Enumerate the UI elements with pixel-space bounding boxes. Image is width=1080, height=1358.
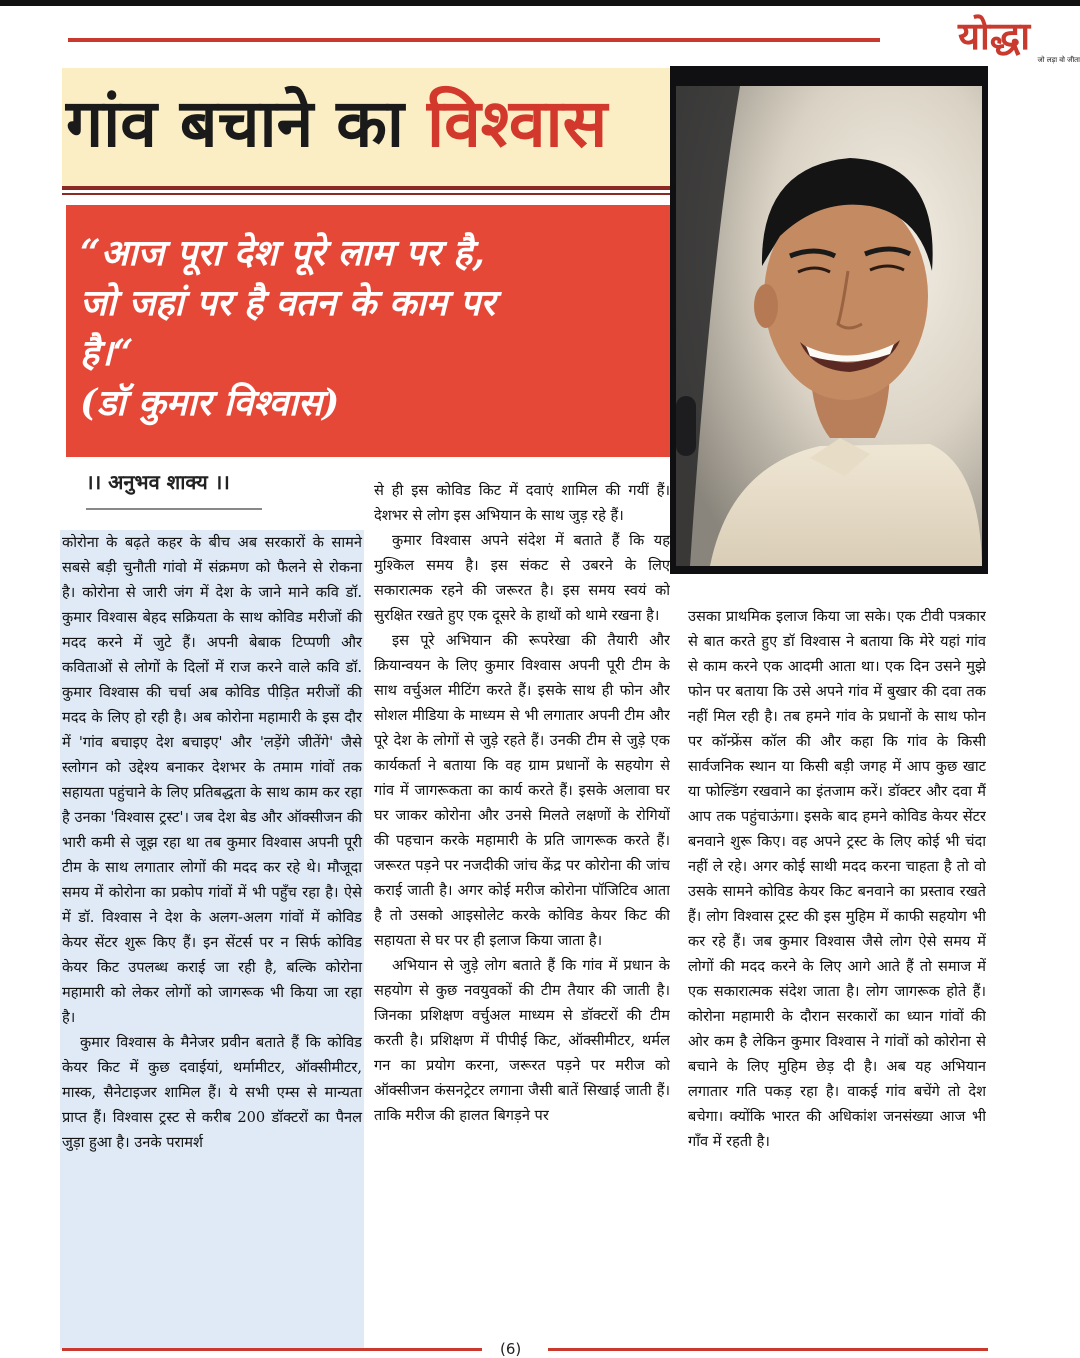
article-column-2 xyxy=(374,478,670,1350)
byline: ।। अनुभव शाक्य ।। xyxy=(86,470,230,494)
article-column-1 xyxy=(60,530,364,1350)
col1-paragraph: कुमार विश्वास के मैनेजर प्रवीन बताते हैं कि कोविड केयर किट में कुछ दवाईयां, थर्मामीटर, ऑक्सीमीटर, मास्क, सैनेटाइजर शामिल हैं। ये सभी एम्स से मान्यता प्राप्त हैं। विश्वास ट्रस्ट से करीब 200 डॉक्टरों का पैनल जुड़ा हुआ है। उनके परामर्श xyxy=(62,1034,362,1151)
headline-part1: गांव बचाने का xyxy=(66,85,405,162)
col1-paragraph: कोरोना के बढ़ते कहर के बीच अब सरकारों के सामने सबसे बड़ी चुनौती गांवो में संक्रमण को फैलने से रोकना है। कोरोना से जारी जंग में देश के जाने माने कवि डॉ. कुमार विश्वास बेहद सक्रियता के साथ कोविड मरीजों की मदद करने में जुटे हैं। अपनी बेबाक टिप्पणी और कविताओं से लोगों के दिलों में राज करने वाले कवि डॉ. कुमार विश्वास की चर्चा अब कोविड पीड़ित मरीजों की मदद के लिए हो रही है। अब कोरोना महामारी के इस दौर में 'गांव बचाइए देश बचाइए' और 'लड़ेंगे जीतेंगे' जैसे स्लोगन को उद्देश्य बनाकर देशभर के तमाम गांवों तक सहायता पहुंचाने के लिए प्रतिबद्धता के साथ काम कर रहा है उनका 'विश्वास ट्रस्ट'। जब देश बेड और ऑक्सीजन की भारी कमी से जूझ रहा था तब कुमार विश्वास अपनी पूरी टीम के साथ लगातार लोगों की मदद कर रहे थे। मौजूदा समय में कोरोना का प्रकोप गांवों में भी पहुँच रहा है। ऐसे में डॉ. विश्वास ने देश के अलग-अलग गांवों में कोविड केयर सेंटर शुरू किए हैं। इन सेंटर्स पर न सिर्फ कोविड केयर किट उपलब्ध कराई जा रही है, बल्कि कोरोना महामारी को लेकर लोगों को जागरूक भी किया जा रहा है। xyxy=(62,534,362,1026)
col2-paragraph: कुमार विश्वास अपने संदेश में बताते हैं कि यह मुश्किल समय है। इस संकट से उबरने के लिए सकारात्मक रहने की जरूरत है। इस समय स्वयं को सुरक्षित रखते हुए एक दूसरे के हाथों को थामे रखना है। xyxy=(374,532,670,624)
top-border xyxy=(0,0,1080,6)
masthead-logo xyxy=(958,14,1080,74)
col2-paragraph: अभियान से जुड़े लोग बताते हैं कि गांव में प्रधान के सहयोग से कुछ नवयुवकों की टीम तैयार की जाती है। जिनका प्रशिक्षण वर्चुअल माध्यम से डॉक्टरों की टीम करती है। प्रशिक्षण में पीपीई किट, ऑक्सीमीटर, थर्मल गन का प्रयोग करना, जरूरत पड़ने पर मरीज को ऑक्सीजन कंसनट्रेटर लगाना जैसी बातें सिखाई जाती हैं। ताकि मरीज की हालत बिगड़ने पर xyxy=(374,957,670,1124)
article-column-3 xyxy=(688,604,986,1350)
pull-quote xyxy=(80,228,670,428)
quote-author: (डॉ कुमार विश्वास) xyxy=(80,382,340,424)
col2-paragraph: से ही इस कोविड किट में दवाएं शामिल की गयीं हैं। देशभर से लोग इस अभियान के साथ जुड़ रहे हैं। xyxy=(374,482,670,524)
col3-paragraph: उसका प्राथमिक इलाज किया जा सके। एक टीवी पत्रकार से बात करते हुए डॉ विश्वास ने बताया कि मेरे यहां गांव से काम करने एक आदमी आता था। एक दिन उसने मुझे फोन पर बताया कि उसे अपने गांव में बुखार की दवा तक नहीं मिल रही है। तब हमने गांव के प्रधानों के साथ फोन पर कॉन्फ्रेंस कॉल की और कहा कि गांव के किसी सार्वजनिक स्थान या किसी बड़ी जगह में आप कुछ खाट या फोल्डिंग रखवाने का इंतजाम करें। डॉक्टर और दवा मैं आप तक पहुंचाऊंगा। इसके बाद हमने कोविड केयर सेंटर बनवाने शुरू किए। वह अपने ट्रस्ट के लिए कोई भी चंदा नहीं ले रहे। अगर कोई साथी मदद करना चाहता है तो वो उसके सामने कोविड केयर किट बनवाने का प्रस्ताव रखते हैं। लोग विश्वास ट्रस्ट की इस मुहिम में काफी सहयोग भी कर रहे हैं। जब कुमार विश्वास जैसे लोग ऐसे समय में लोगों की मदद करने के लिए आगे आते हैं तो समाज में एक सकारात्मक संदेश जाता है। लोग जागरूक होते हैं। कोरोना महामारी के दौरान सरकारों का ध्यान गांवों की ओर कम है लेकिन कुमार विश्वास ने गांवों को कोरोना से बचाने के लिए मुहिम छेड़ दी है। अब यह अभियान लगातार गति पकड़ रहा है। वाकई गांव बचेंगे तो देश बचेगा। क्योंकि भारत की अधिकांश जनसंख्या आज भी गाँव में रहती है। xyxy=(688,608,986,1150)
byline-rule xyxy=(86,508,262,510)
headline-rule-thin xyxy=(62,193,670,195)
col2-paragraph: इस पूरे अभियान की रूपरेखा की तैयारी और क्रियान्वयन के लिए कुमार विश्वास अपनी पूरी टीम के साथ वर्चुअल मीटिंग करते हैं। इसके साथ ही फोन और सोशल मीडिया के माध्यम से भी लगातार अपनी टीम और पूरे देश के लोगों से जुड़े रहते हैं। उनकी टीम से जुड़े एक कार्यकर्ता ने बताया कि वह ग्राम प्रधानों के सहयोग से गांव में जागरूकता का कार्य करते हैं। इसके अलावा घर घर जाकर कोरोना और उनसे मिलते लक्षणों के रोगियों की पहचान करके महामारी के प्रति जागरूक करते हैं। जरूरत पड़ने पर नजदीकी जांच केंद्र पर कोरोना की जांच कराई जाती है। अगर कोई मरीज कोरोना पॉजिटिव आता है तो उसको आइसोलेट करके कोविड केयर किट की सहायता से घर पर ही इलाज किया जाता है। xyxy=(374,632,670,949)
page-title xyxy=(66,84,607,164)
headline-part2: विश्वास xyxy=(427,85,608,162)
header-rule xyxy=(68,38,880,42)
footer-rule-left xyxy=(62,1348,482,1351)
quote-line-1: “आज पूरा देश पूरे लाम पर है, xyxy=(80,232,485,274)
quote-line-2: जो जहां पर है वतन के काम पर xyxy=(80,282,496,324)
page-number: (6) xyxy=(500,1340,522,1358)
logo-tagline: जो लड़ा वो जीता xyxy=(1037,56,1080,64)
portrait-photo xyxy=(670,66,988,574)
headline-rule xyxy=(62,186,670,190)
quote-line-3: है।“ xyxy=(80,332,134,374)
logo-wordmark: योद्धा xyxy=(958,14,1031,58)
footer-rule-right xyxy=(548,1348,988,1351)
portrait-illustration xyxy=(670,66,988,574)
